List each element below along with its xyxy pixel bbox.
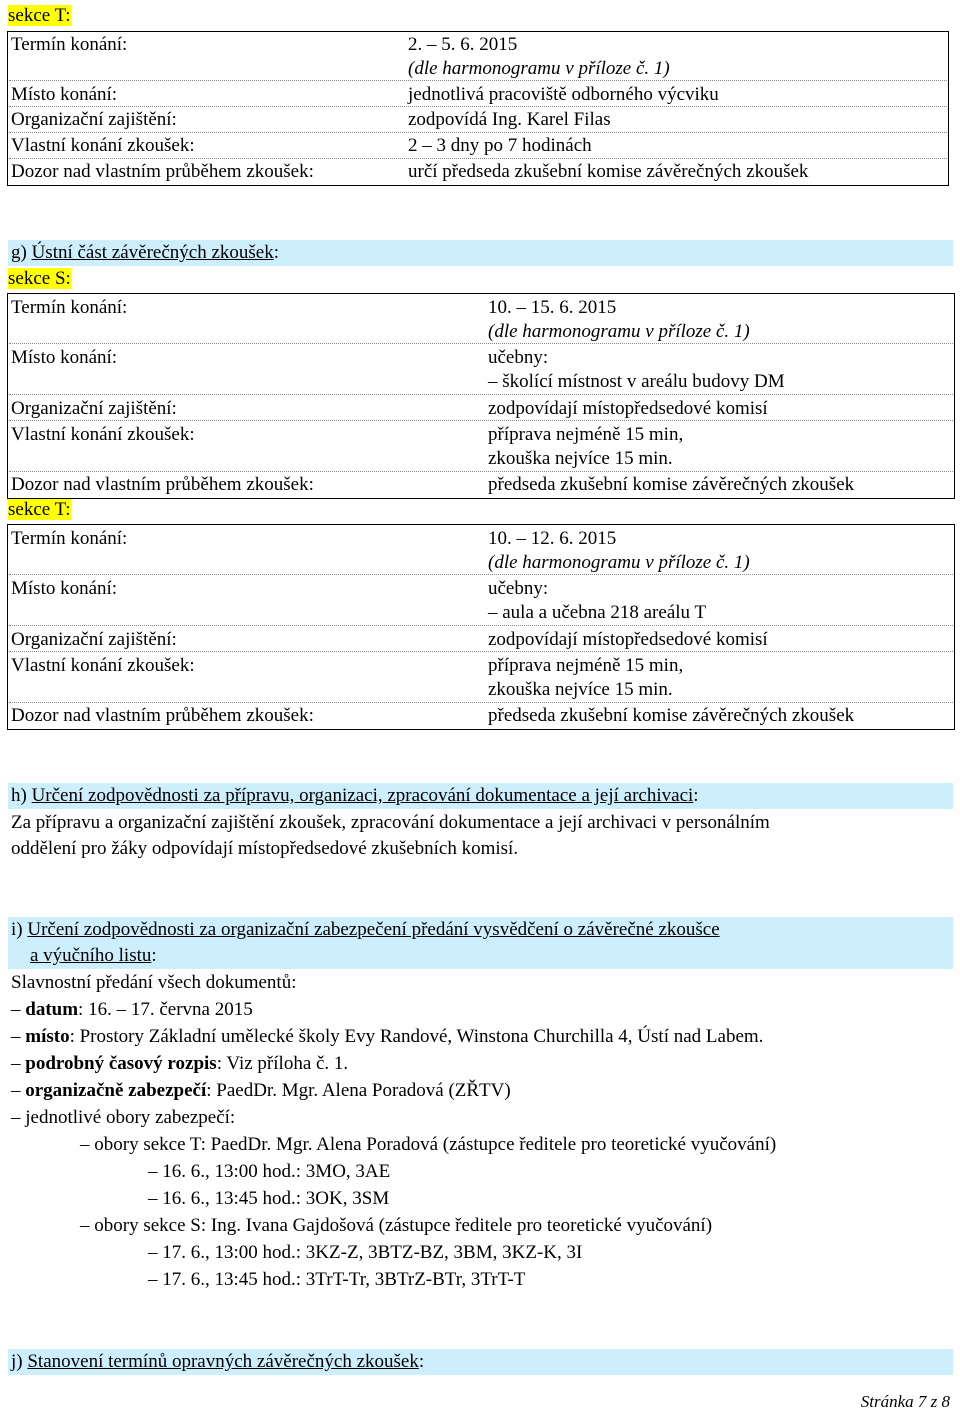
block-s-row-value: učebny:	[488, 347, 549, 368]
block1-row-value: (dle harmonogramu v příloze č. 1)	[408, 58, 670, 79]
block1-row-key: Dozor nad vlastním průběhem zkoušek:	[11, 161, 314, 182]
block-s-row-key: Vlastní konání zkoušek:	[11, 424, 195, 445]
block-t-row-value: příprava nejméně 15 min,	[488, 655, 684, 676]
block1-row-value: určí předseda zkušební komise závěrečných zkoušek	[408, 161, 809, 182]
list-item: – místo: Prostory Základní umělecké školy Evy Randové, Winstona Churchilla 4, Ústí nad Labem.	[11, 1026, 764, 1047]
section-j-heading: j) Stanovení termínů opravných závěrečných zkoušek:	[11, 1351, 425, 1372]
block-s-row-value: 10. – 15. 6. 2015	[488, 297, 617, 318]
block-t-row-value: 10. – 12. 6. 2015	[488, 528, 617, 549]
section-h-title: Určení zodpovědnosti za přípravu, organizaci, zpracování dokumentace a její archivaci	[31, 785, 694, 806]
block-s-row-value: předseda zkušební komise závěrečných zkoušek	[488, 474, 855, 495]
block-t-row-key: Organizační zajištění:	[11, 629, 177, 650]
block-t-row-value: (dle harmonogramu v příloze č. 1)	[488, 552, 750, 573]
block1-row-value: 2 – 3 dny po 7 hodinách	[408, 135, 592, 156]
block-t-row-key: Termín konání:	[11, 528, 128, 549]
time-item: – 17. 6., 13:45 hod.: 3TrT-Tr, 3BTrZ-BTr, 3TrT-T	[148, 1269, 526, 1290]
page-number: Stránka 7 z 8	[860, 1392, 950, 1411]
block-t-label: sekce T:	[8, 499, 71, 520]
section-h-heading: h) Určení zodpovědnosti za přípravu, organizaci, zpracování dokumentace a její archivaci:	[11, 785, 699, 806]
block-t-row-key: Vlastní konání zkoušek:	[11, 655, 195, 676]
section-i-intro: Slavnostní předání všech dokumentů:	[11, 972, 297, 993]
block-s-label: sekce S:	[8, 268, 71, 289]
block1-row-key: Organizační zajištění:	[11, 109, 177, 130]
block1-label: sekce T:	[8, 5, 71, 26]
block-t-row-value: předseda zkušební komise závěrečných zkoušek	[488, 705, 855, 726]
block-t-table	[7, 524, 955, 730]
block1-row-key: Vlastní konání zkoušek:	[11, 135, 195, 156]
section-g-heading: g) Ústní část závěrečných zkoušek:	[11, 242, 280, 263]
sub-list-item: – obory sekce S: Ing. Ivana Gajdošová (zástupce ředitele pro teoretické vyučování)	[80, 1215, 713, 1236]
block-s-row-key: Organizační zajištění:	[11, 398, 177, 419]
block-s-row-key: Dozor nad vlastním průběhem zkoušek:	[11, 474, 314, 495]
block-s-row-value: – školící místnost v areálu budovy DM	[488, 371, 785, 392]
section-g-title: Ústní část závěrečných zkoušek	[31, 242, 274, 263]
section-i-heading-cont: a výučního listu:	[30, 945, 157, 966]
block-t-row-value: učebny:	[488, 578, 549, 599]
section-j-title: Stanovení termínů opravných závěrečných zkoušek	[27, 1351, 419, 1372]
block1-row-value: jednotlivá pracoviště odborného výcviku	[408, 84, 719, 105]
time-item: – 16. 6., 13:00 hod.: 3MO, 3AE	[148, 1161, 391, 1182]
section-h-body: Za přípravu a organizační zajištění zkoušek, zpracování dokumentace a její archivaci v personálním	[11, 812, 770, 833]
block1-row-value: 2. – 5. 6. 2015	[408, 34, 518, 55]
block-t-row-value: zodpovídají místopředsedové komisí	[488, 629, 768, 650]
block-t-row-key: Místo konání:	[11, 578, 118, 599]
block-t-row-value: zkouška nejvíce 15 min.	[488, 679, 673, 700]
time-item: – 17. 6., 13:00 hod.: 3KZ-Z, 3BTZ-BZ, 3BM, 3KZ-K, 3I	[148, 1242, 583, 1263]
section-i-heading: i) Určení zodpovědnosti za organizační zabezpečení předání vysvědčení o závěrečné zkoušce	[11, 919, 720, 940]
list-item: – datum: 16. – 17. června 2015	[11, 999, 253, 1020]
block-s-row-value: (dle harmonogramu v příloze č. 1)	[488, 321, 750, 342]
block1-row-key: Termín konání:	[11, 34, 128, 55]
list-item: – organizačně zabezpečí: PaedDr. Mgr. Alena Poradová (ZŘTV)	[11, 1080, 511, 1101]
section-h-body: oddělení pro žáky odpovídají místopředsedové zkušebních komisí.	[11, 838, 519, 859]
block-t-row-value: – aula a učebna 218 areálu T	[488, 602, 707, 623]
list-item: – podrobný časový rozpis: Viz příloha č. 1.	[11, 1053, 349, 1074]
block1-row-value: zodpovídá Ing. Karel Filas	[408, 109, 611, 130]
list-item: – jednotlivé obory zabezpečí:	[11, 1107, 236, 1128]
sub-list-item: – obory sekce T: PaedDr. Mgr. Alena Poradová (zástupce ředitele pro teoretické vyučování)	[80, 1134, 777, 1155]
block-s-row-key: Termín konání:	[11, 297, 128, 318]
block-s-row-key: Místo konání:	[11, 347, 118, 368]
block-s-row-value: příprava nejméně 15 min,	[488, 424, 684, 445]
block-s-row-value: zkouška nejvíce 15 min.	[488, 448, 673, 469]
block-s-row-value: zodpovídají místopředsedové komisí	[488, 398, 768, 419]
block1-row-key: Místo konání:	[11, 84, 118, 105]
time-item: – 16. 6., 13:45 hod.: 3OK, 3SM	[148, 1188, 390, 1209]
block-s-table	[7, 293, 955, 499]
section-i-title: Určení zodpovědnosti za organizační zabezpečení předání vysvědčení o závěrečné zkoušce	[27, 919, 720, 940]
block-t-row-key: Dozor nad vlastním průběhem zkoušek:	[11, 705, 314, 726]
